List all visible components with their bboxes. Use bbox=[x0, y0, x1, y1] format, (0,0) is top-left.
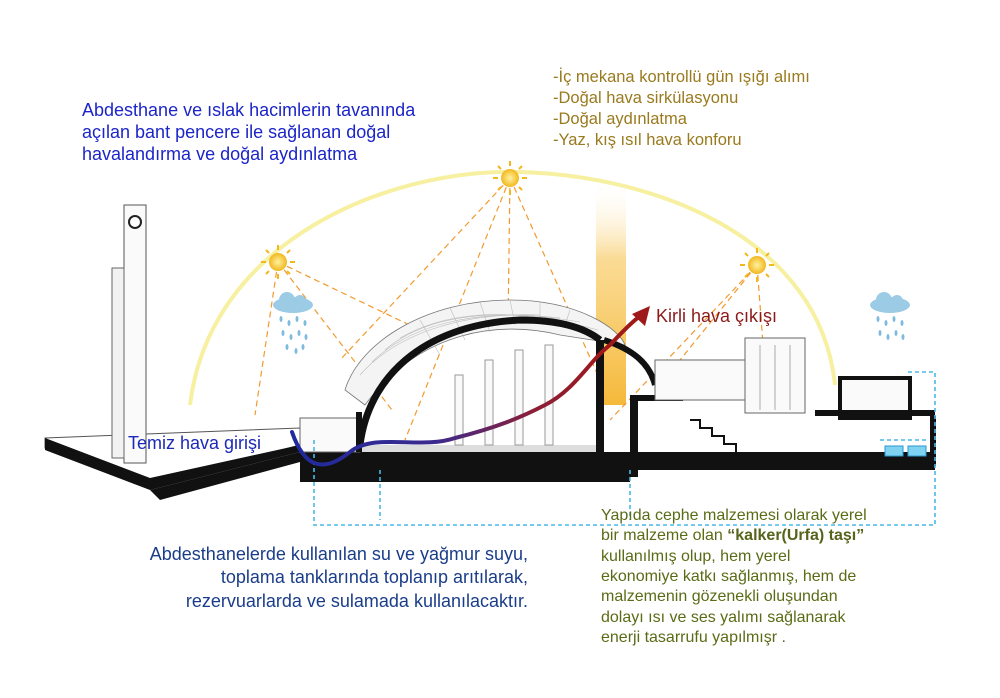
water-reuse-line: rezervuarlarda ve sulamada kullanılacaktır. bbox=[185, 590, 528, 611]
material-note bbox=[601, 506, 921, 648]
water-tank bbox=[885, 446, 903, 456]
water-tank bbox=[908, 446, 926, 456]
water-reuse-note bbox=[108, 543, 528, 613]
ventilation-note-line: havalandırma ve doğal aydınlatma bbox=[82, 143, 358, 164]
material-note-line: dolayı ısı ve ses yalımı sağlanarak bbox=[601, 608, 846, 626]
clean-air-inlet-label: Temiz hava girişi bbox=[128, 433, 262, 453]
minaret bbox=[124, 205, 146, 463]
daylight-benefits-list bbox=[553, 67, 933, 151]
material-note-line: kullanılmış olup, hem yerel bbox=[601, 547, 791, 565]
material-note-line: Yapıda cephe malzemesi olarak yerel bbox=[601, 507, 867, 524]
water-reuse-line: Abdesthanelerde kullanılan su ve yağmur suyu, bbox=[149, 544, 528, 564]
benefit-item: -İç mekana kontrollü gün ışığı alımı bbox=[553, 68, 810, 86]
material-note-line bbox=[601, 526, 921, 546]
ventilation-note bbox=[82, 100, 502, 166]
benefit-item: -Doğal aydınlatma bbox=[553, 109, 687, 128]
sun-icon bbox=[740, 248, 774, 282]
material-note-line: ekonomiye katkı sağlanmış, hem de bbox=[601, 567, 857, 585]
water-reuse-line: toplama tanklarında toplanıp arıtılarak, bbox=[220, 567, 528, 588]
building-section bbox=[45, 205, 936, 500]
ventilation-note-line: açılan bant pencere ile sağlanan doğal bbox=[82, 121, 391, 142]
material-name: “kalker(Urfa) taşı” bbox=[727, 527, 865, 545]
material-note-line: malzemenin gözenekli oluşundan bbox=[601, 588, 838, 606]
material-note-prefix: bir malzeme olan bbox=[601, 527, 728, 545]
material-note-line: enerji tasarrufu yapılmışr . bbox=[601, 628, 786, 646]
rain-cloud-icon bbox=[870, 292, 910, 340]
minaret-clock-icon bbox=[129, 216, 141, 228]
rain-cloud-icon bbox=[273, 292, 313, 354]
ventilation-note-line: Abdesthane ve ıslak hacimlerin tavanında bbox=[82, 100, 416, 120]
benefit-item: -Yaz, kış ısıl hava konforu bbox=[553, 130, 742, 149]
benefit-item: -Doğal hava sirkülasyonu bbox=[553, 88, 739, 107]
dirty-air-outlet-label: Kirli hava çıkışı bbox=[656, 306, 778, 326]
